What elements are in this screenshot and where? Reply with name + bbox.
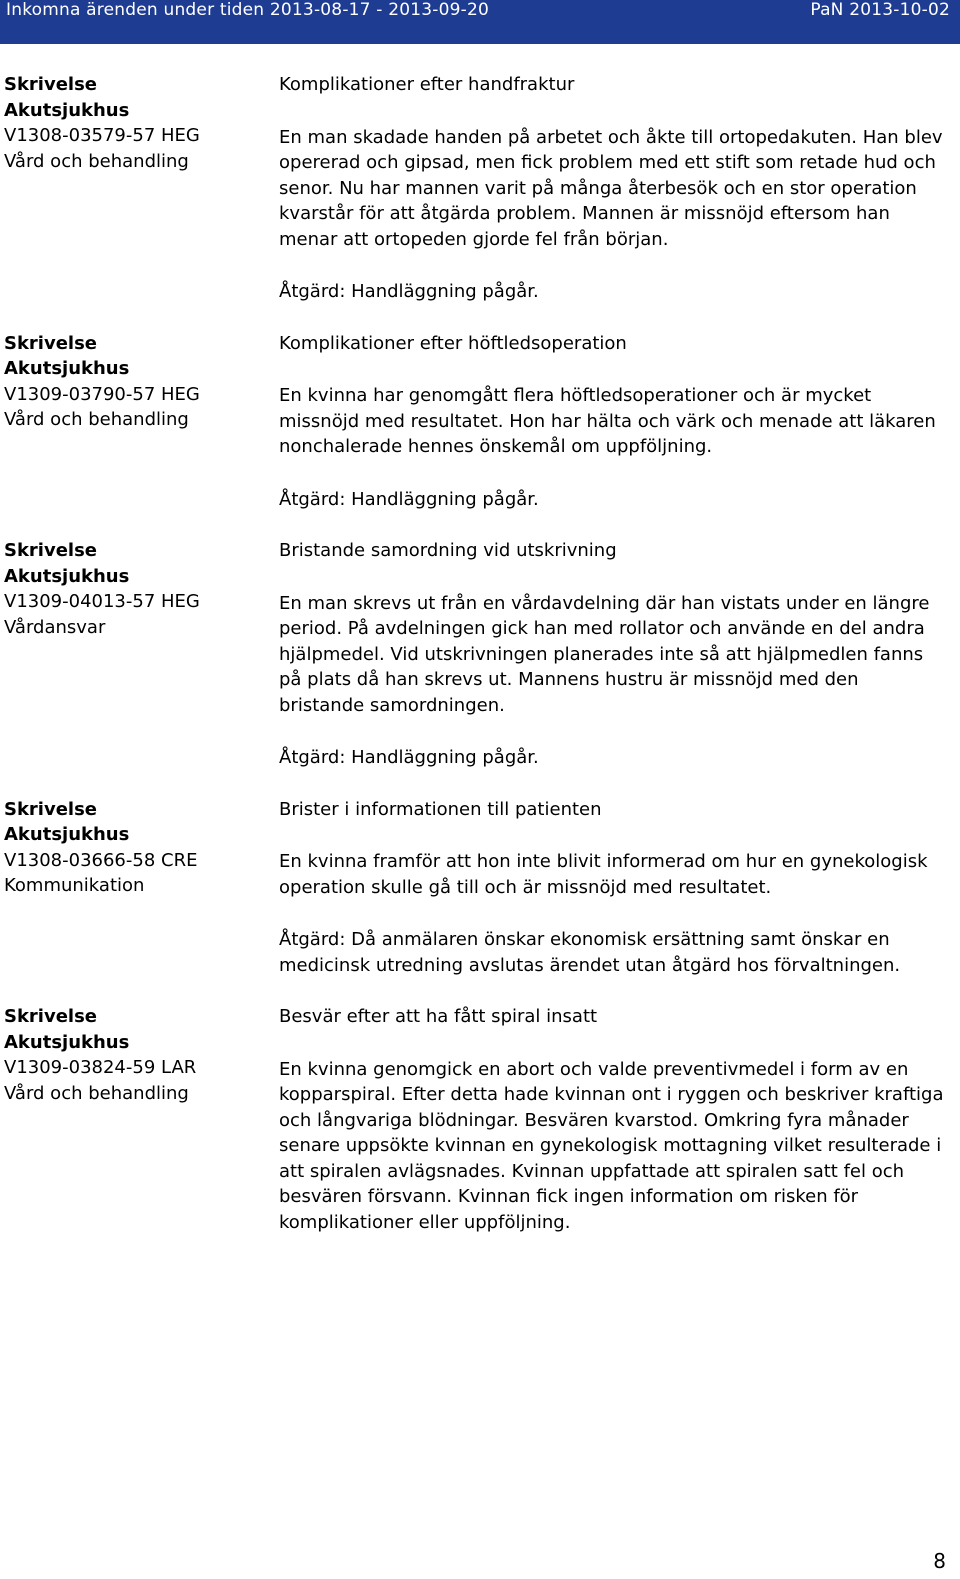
- case-action: Åtgärd: Handläggning pågår.: [279, 488, 539, 510]
- case-id: V1309-03824-59 LAR: [4, 1057, 197, 1078]
- case-description: En man skrevs ut från en vårdavdelning där han vistats under en längre period. På avdelningen gick han med rollator och använde en del andra hjälpmedel. Vid utskrivningen planerades inte så att hjälpmedlen fanns på plats då han skrevs ut. Mannens hustru är missnöjd med den bristande samordningen.: [279, 592, 930, 716]
- case-unit: Akutsjukhus: [4, 824, 130, 845]
- case-category: Vårdansvar: [4, 616, 106, 638]
- case-entry: [0, 331, 960, 513]
- case-type: Skrivelse: [4, 74, 98, 95]
- header-date: PaN 2013-10-02: [810, 0, 950, 20]
- case-content: [279, 1004, 944, 1235]
- case-entry: [0, 538, 960, 771]
- case-content: [279, 331, 944, 513]
- case-unit: Akutsjukhus: [4, 358, 130, 379]
- case-category: Vård och behandling: [4, 1082, 189, 1104]
- case-id: V1308-03579-57 HEG: [4, 125, 200, 146]
- document-title: Inkomna ärenden under tiden 2013-08-17 - 2013-09-20: [6, 0, 490, 20]
- case-action: Åtgärd: Handläggning pågår.: [279, 747, 539, 768]
- case-entry: [0, 797, 960, 979]
- case-content: [279, 538, 944, 771]
- case-heading: Brister i informationen till patienten: [279, 798, 602, 820]
- case-meta: [4, 1004, 269, 1106]
- case-entry: [0, 72, 960, 305]
- case-heading: Besvär efter att ha fått spiral insatt: [279, 1006, 598, 1027]
- page-header: [0, 0, 960, 44]
- case-description: En kvinna har genomgått flera höftledsoperationer och är mycket missnöjd med resultatet. Hon har hälta och värk och menade att läkaren nonchalerade hennes önskemål om uppföljning.: [279, 385, 936, 457]
- case-id: V1308-03666-58 CRE: [4, 849, 198, 871]
- case-id: V1309-04013-57 HEG: [4, 591, 200, 612]
- case-category: Vård och behandling: [4, 409, 189, 430]
- case-meta: [4, 331, 269, 433]
- case-description: En kvinna framför att hon inte blivit informerad om hur en gynekologisk operation skulle gå till och är missnöjd med resultatet.: [279, 851, 928, 898]
- case-meta: [4, 72, 269, 174]
- case-heading: Komplikationer efter handfraktur: [279, 74, 575, 95]
- case-description: En man skadade handen på arbetet och åkte till ortopedakuten. Han blev opererad och gipsad, men fick problem med ett stift som retade hud och senor. Nu har mannen varit på många återbesök och en stor operation kvarstår för att åtgärda problem. Mannen är missnöjd eftersom han menar att ortopeden gjorde fel från början.: [279, 126, 943, 250]
- case-entry: [0, 1004, 960, 1235]
- case-type: Skrivelse: [4, 1006, 98, 1027]
- case-type: Skrivelse: [4, 332, 98, 354]
- case-category: Kommunikation: [4, 875, 145, 896]
- case-unit: Akutsjukhus: [4, 99, 130, 121]
- case-type: Skrivelse: [4, 798, 98, 820]
- case-content: [279, 797, 944, 979]
- case-unit: Akutsjukhus: [4, 1031, 130, 1053]
- case-heading: Bristande samordning vid utskrivning: [279, 540, 617, 561]
- case-list: [0, 72, 960, 1262]
- case-description: En kvinna genomgick en abort och valde preventivmedel i form av en kopparspiral. Efter detta hade kvinnan ont i ryggen och beskriver kraftiga och långvariga blödningar. Besvären kvarstod. Omkring fyra månader senare uppsökte kvinnan en gynekologisk mottagning vilket resulterade i att spiralen avlägsnades. Kvinnan uppfattade att spiralen satt fel och besvären försvann. Kvinnan fick ingen information om risken för komplikationer eller uppföljning.: [279, 1058, 944, 1233]
- case-content: [279, 72, 944, 305]
- case-meta: [4, 538, 269, 640]
- case-heading: Komplikationer efter höftledsoperation: [279, 332, 627, 354]
- case-id: V1309-03790-57 HEG: [4, 383, 200, 405]
- case-unit: Akutsjukhus: [4, 565, 130, 587]
- case-meta: [4, 797, 269, 899]
- case-action: Åtgärd: Då anmälaren önskar ekonomisk ersättning samt önskar en medicinsk utredning avslutas ärendet utan åtgärd hos förvaltningen.: [279, 929, 901, 976]
- case-type: Skrivelse: [4, 540, 98, 561]
- case-category: Vård och behandling: [4, 150, 189, 172]
- page-number: 8: [933, 1549, 946, 1573]
- case-action: Åtgärd: Handläggning pågår.: [279, 281, 539, 302]
